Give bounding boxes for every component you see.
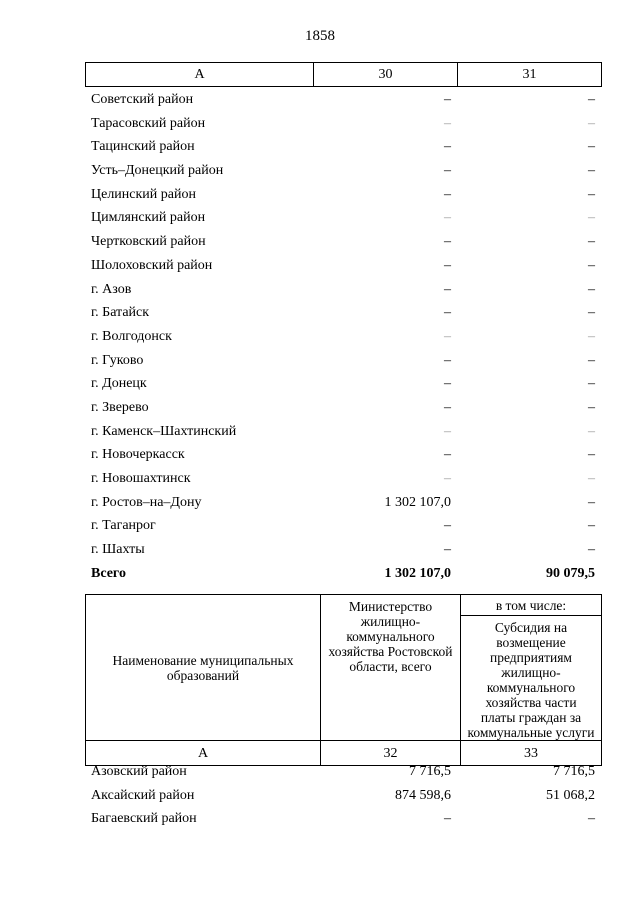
row-value: –	[444, 281, 451, 297]
row-value: 7 716,5	[553, 764, 595, 779]
row-name: г. Гуково	[91, 352, 144, 368]
row-value: –	[588, 281, 595, 297]
table1-body	[85, 88, 601, 585]
table-row	[85, 372, 601, 396]
row-name: г. Новошахтинск	[91, 471, 191, 486]
row-value: –	[444, 328, 451, 344]
table-row	[85, 784, 601, 808]
ministry-total-header: Министерство жилищно-коммунального хозяйства Ростовской области, всего	[321, 595, 461, 741]
row-value: 874 598,6	[395, 787, 451, 803]
column-header-a: A	[86, 63, 314, 87]
row-name: Целинский район	[91, 186, 196, 202]
row-name: Всего	[91, 565, 126, 581]
row-name: Цимлянский район	[91, 210, 206, 226]
page-number: 1858	[305, 28, 335, 44]
row-value: –	[588, 92, 595, 107]
row-value: –	[444, 234, 451, 250]
row-value: –	[444, 811, 451, 827]
row-name: г. Зверево	[91, 399, 149, 415]
row-value: –	[444, 186, 451, 202]
row-value: –	[588, 139, 595, 155]
row-value: –	[588, 305, 595, 321]
total-row	[85, 562, 601, 586]
table-row	[85, 88, 601, 112]
row-name: г. Ростов–на–Дону	[91, 494, 202, 510]
row-name: г. Шахты	[91, 542, 145, 558]
row-value: –	[444, 399, 451, 415]
row-value: 7 716,5	[409, 764, 451, 779]
column-header-32: 32	[321, 741, 461, 766]
row-value: –	[588, 234, 595, 250]
row-name: г. Волгодонск	[91, 328, 172, 344]
row-name: Багаевский район	[91, 811, 197, 827]
row-name: г. Азов	[91, 281, 132, 297]
municipality-name-header: Наименование муниципальных образований	[86, 595, 321, 741]
row-name: г. Новочеркасск	[91, 447, 185, 463]
table-row	[85, 491, 601, 515]
row-value: –	[444, 92, 451, 107]
row-name: Аксайский район	[91, 787, 195, 803]
row-value: –	[444, 139, 451, 155]
row-value: 51 068,2	[546, 787, 595, 803]
row-value: –	[588, 471, 595, 486]
row-value: –	[588, 328, 595, 344]
table-row	[85, 420, 601, 444]
row-name: г. Таганрог	[91, 518, 156, 534]
row-name: Тарасовский район	[91, 115, 206, 131]
including-header: в том числе:	[461, 595, 602, 616]
row-value: –	[444, 305, 451, 321]
table1-header	[85, 62, 602, 87]
table-row	[85, 514, 601, 538]
table-row	[85, 278, 601, 302]
row-name: Тацинский район	[91, 139, 195, 155]
row-value: –	[444, 423, 451, 439]
row-value: –	[444, 163, 451, 179]
table-row	[85, 301, 601, 325]
table-row	[85, 467, 601, 491]
table-row	[85, 112, 601, 136]
row-value: 1 302 107,0	[384, 494, 451, 510]
row-value: –	[588, 542, 595, 558]
table-row	[85, 396, 601, 420]
row-value: –	[444, 542, 451, 558]
row-value: –	[588, 186, 595, 202]
row-value: –	[588, 210, 595, 226]
row-name: г. Донецк	[91, 376, 147, 392]
table-row	[85, 254, 601, 278]
table-row	[85, 183, 601, 207]
row-value: –	[588, 811, 595, 827]
row-value: –	[444, 210, 451, 226]
column-header-33: 33	[461, 741, 602, 766]
row-value: 1 302 107,0	[384, 565, 451, 581]
table-row	[85, 230, 601, 254]
row-value: –	[588, 399, 595, 415]
row-name: г. Батайск	[91, 305, 150, 321]
row-value: –	[444, 518, 451, 534]
row-value: –	[444, 115, 451, 131]
table-row	[85, 206, 601, 230]
row-value: –	[588, 163, 595, 179]
row-value: –	[588, 376, 595, 392]
row-name: Усть–Донецкий район	[91, 163, 224, 179]
row-value: –	[588, 352, 595, 368]
column-header-30: 30	[314, 63, 458, 87]
row-value: –	[444, 471, 451, 486]
row-value: 90 079,5	[546, 565, 595, 581]
row-value: –	[588, 494, 595, 510]
table-row	[85, 159, 601, 183]
table-row	[85, 349, 601, 373]
subsidy-header: Субсидия на возмещение предприятиям жилищно-коммунального хозяйства части платы граждан за коммунальные услуги	[461, 616, 602, 741]
column-header-31: 31	[458, 63, 602, 87]
row-value: –	[588, 115, 595, 131]
table2-body	[85, 760, 601, 831]
column-header-a2: А	[86, 741, 321, 766]
row-name: Шолоховский район	[91, 257, 213, 273]
row-value: –	[588, 518, 595, 534]
row-name: Азовский район	[91, 764, 187, 779]
row-value: –	[444, 352, 451, 368]
row-value: –	[444, 257, 451, 273]
table-row	[85, 807, 601, 831]
row-value: –	[444, 447, 451, 463]
table-row	[85, 135, 601, 159]
table-row	[85, 538, 601, 562]
row-value: –	[588, 447, 595, 463]
row-name: Чертковский район	[91, 234, 206, 250]
row-name: г. Каменск–Шахтинский	[91, 423, 237, 439]
table2-header	[85, 594, 602, 766]
row-value: –	[588, 257, 595, 273]
table-row	[85, 760, 601, 784]
row-value: –	[444, 376, 451, 392]
row-name: Советский район	[91, 92, 194, 107]
table-row	[85, 443, 601, 467]
table-row	[85, 325, 601, 349]
row-value: –	[588, 423, 595, 439]
